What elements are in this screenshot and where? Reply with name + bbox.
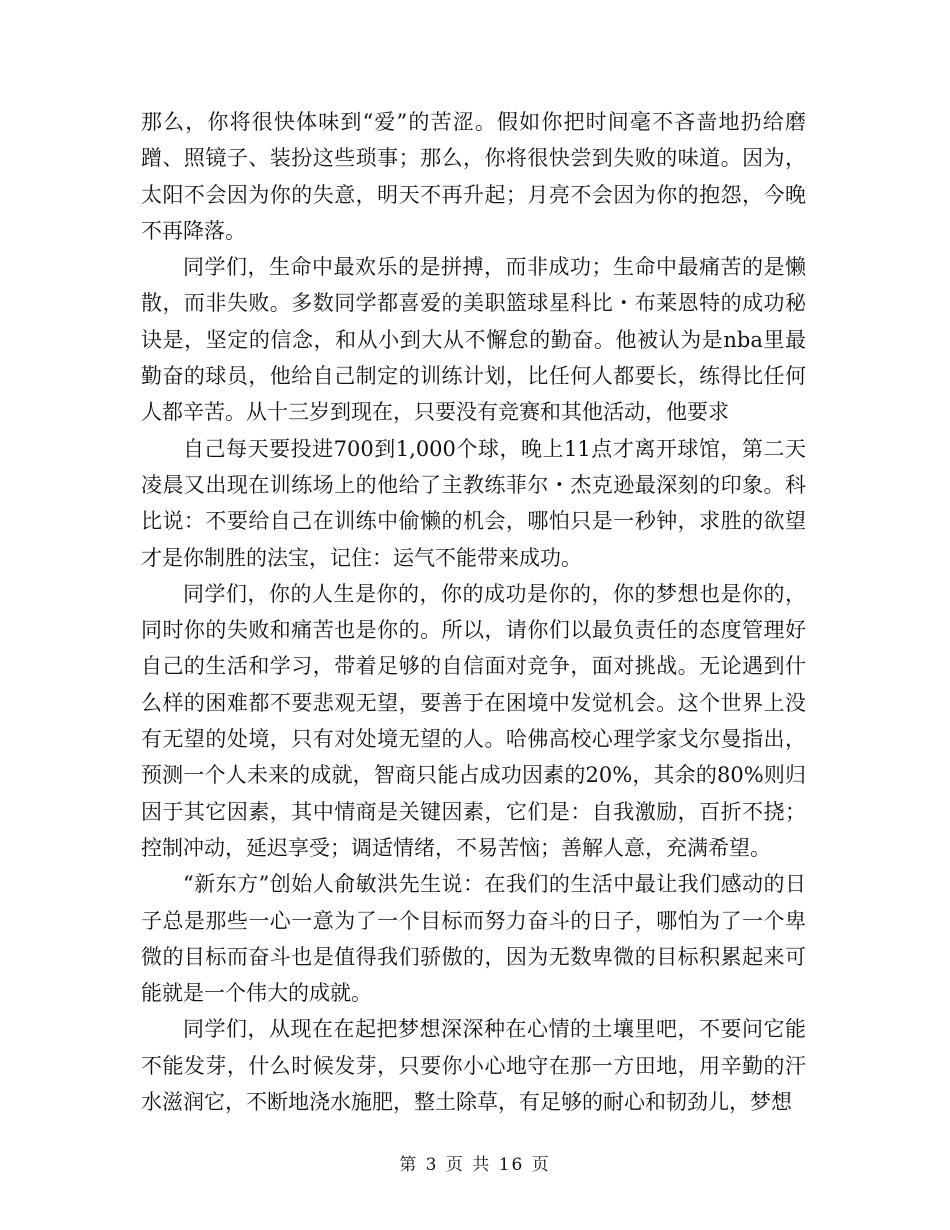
paragraph-5: “新东方”创始人俞敏洪先生说：在我们的生活中最让我们感动的日子总是那些一心一意为了一个目标而努力奋斗的日子，哪怕为了一个卑微的目标而奋斗也是值得我们骄傲的，因为无数卑微的目标积累起来可能就是一个伟大的成就。 <box>141 872 806 1006</box>
paragraph-3: 自己每天要投进700到1,000个球，晚上11点才离开球馆，第二天凌晨又出现在训练场上的他给了主教练菲尔・杰克逊最深刻的印象。科比说：不要给自己在训练中偷懒的机会，哪怕只是一秒钟，求胜的欲望才是你制胜的法宝，记住：运气不能带来成功。 <box>141 436 806 570</box>
paragraph-2: 同学们，生命中最欢乐的是拼搏，而非成功；生命中最痛苦的是懒散，而非失败。多数同学都喜爱的美职篮球星科比・布莱恩特的成功秘诀是，坚定的信念，和从小到大从不懈怠的勤奋。他被认为是nba里最勤奋的球员，他给自己制定的训练计划，比任何人都要长，练得比任何人都辛苦。从十三岁到现在，只要没有竞赛和其他活动，他要求 <box>141 255 806 425</box>
paragraph-4: 同学们，你的人生是你的，你的成功是你的，你的梦想也是你的，同时你的失败和痛苦也是你的。所以，请你们以最负责任的态度管理好自己的生活和学习，带着足够的自信面对竞争，面对挑战。无论遇到什么样的困难都不要悲观无望，要善于在困境中发觉机会。这个世界上没有无望的处境，只有对处境无望的人。哈佛高校心理学家戈尔曼指出，预测一个人未来的成就，智商只能占成功因素的20%，其余的80%则归因于其它因素，其中情商是关键因素，它们是：自我激励，百折不挠；控制冲动，延迟享受；调适情绪，不易苦恼；善解人意，充满希望。 <box>141 581 806 860</box>
paragraph-6: 同学们，从现在在起把梦想深深种在心情的土壤里吧，不要问它能不能发芽，什么时候发芽，只要你小心地守在那一方田地，用辛勤的汗水滋润它，不断地浇水施肥，整土除草，有足够的耐心和韧劲儿，梦想 <box>141 1017 806 1115</box>
paragraph-1: 那么，你将很快体味到“爱”的苦涩。假如你把时间毫不吝啬地扔给磨蹭、照镜子、装扮这些琐事；那么，你将很快尝到失败的味道。因为，太阳不会因为你的失意，明天不再升起；月亮不会因为你的抱怨，今晚不再降落。 <box>141 110 806 243</box>
page-number-footer: 第 3 页 共 16 页 <box>399 1155 551 1175</box>
document-body <box>141 104 806 1120</box>
